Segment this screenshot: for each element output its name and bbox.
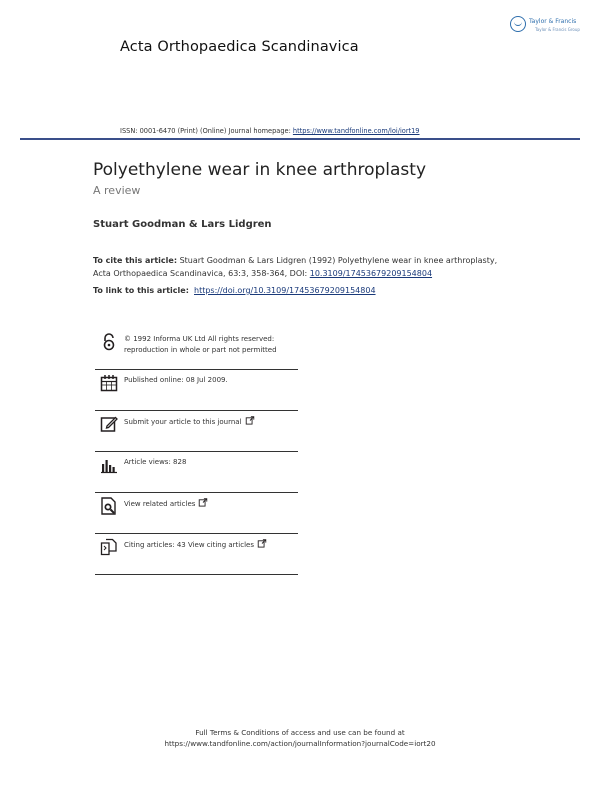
copyright-text: © 1992 Informa UK Ltd All rights reserved: reproduction in whole or part not permitted — [124, 335, 277, 354]
open-access-lock-icon — [100, 333, 118, 351]
logo-subtext: Taylor & Francis Group — [535, 27, 580, 32]
submit-row[interactable] — [95, 411, 298, 452]
view-related-articles-link[interactable]: View related articles — [124, 498, 208, 510]
journal-homepage-link[interactable]: https://www.tandfonline.com/loi/iort19 — [292, 127, 420, 135]
cite-doi-link[interactable]: 10.3109/17453679209154804 — [309, 268, 433, 278]
view-citing-articles-link[interactable]: Citing articles: 43 View citing articles — [124, 539, 267, 551]
submit-article-link[interactable]: Submit your article to this journal — [124, 416, 255, 428]
copyright-row — [95, 329, 298, 370]
external-link-icon — [245, 416, 255, 425]
footer-terms-text: Full Terms & Conditions of access and use can be found at — [195, 728, 405, 737]
journal-title: Acta Orthopaedica Scandinavica — [120, 39, 359, 55]
terms-footer — [0, 727, 600, 749]
logo-icon — [510, 16, 526, 32]
published-row — [95, 370, 298, 411]
article-link-line — [93, 286, 376, 295]
link-label: To link to this article: — [93, 286, 189, 295]
related-search-icon — [100, 497, 118, 515]
views-row — [95, 452, 298, 493]
cite-label: To cite this article: — [93, 256, 178, 265]
publisher-logo[interactable] — [510, 16, 582, 38]
related-row[interactable] — [95, 493, 298, 534]
article-views-text: Article views: 828 — [124, 458, 187, 466]
logo-text: Taylor & Francis — [529, 18, 577, 25]
issn-line — [120, 127, 420, 135]
article-doi-link[interactable]: https://doi.org/10.3109/17453679209154804 — [194, 286, 376, 295]
edit-icon — [100, 415, 118, 433]
issn-text: ISSN: 0001-6470 (Print) (Online) Journal homepage: — [120, 127, 293, 135]
cite-text: Stuart Goodman & Lars Lidgren (1992) Polyethylene wear in knee arthroplasty, Acta Orthopaedica Scandinavica, 63:3, 358-364, DOI: — [93, 256, 498, 278]
citing-articles-icon — [100, 538, 118, 556]
article-title: Polyethylene wear in knee arthroplasty — [93, 160, 427, 180]
header-divider — [20, 138, 580, 140]
article-info-list — [95, 329, 298, 575]
article-authors: Stuart Goodman & Lars Lidgren — [93, 219, 272, 230]
article-subtitle: A review — [93, 184, 141, 197]
citation-block — [93, 255, 513, 280]
calendar-icon — [100, 374, 118, 392]
footer-terms-link[interactable]: https://www.tandfonline.com/action/journalInformation?journalCode=iort20 — [164, 739, 436, 748]
bar-chart-icon — [100, 456, 118, 474]
external-link-icon — [198, 498, 208, 507]
external-link-icon — [257, 539, 267, 548]
citing-row[interactable] — [95, 534, 298, 575]
published-text: Published online: 08 Jul 2009. — [124, 376, 228, 384]
